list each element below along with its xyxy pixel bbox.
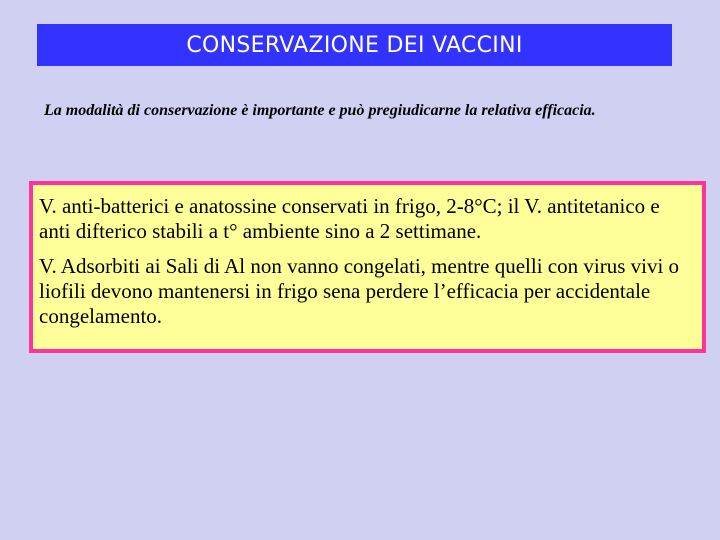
content-box bbox=[29, 181, 706, 353]
slide-title: CONSERVAZIONE DEI VACCINI bbox=[186, 32, 523, 58]
paragraph-storage-adsorbed: V. Adsorbiti ai Sali di Al non vanno congelati, mentre quelli con virus vivi o liofili devono mantenersi in frigo sena perdere l’efficacia per accidentale congelamento. bbox=[39, 254, 680, 328]
slide-subtitle: La modalità di conservazione è importante e può pregiudicarne la relativa efficacia. bbox=[44, 102, 596, 119]
title-bar bbox=[37, 24, 672, 66]
paragraph-storage-antibacterial: V. anti-batterici e anatossine conservati in frigo, 2-8°C; il V. antitetanico e anti difterico stabili a t° ambiente sino a 2 settimane. bbox=[39, 194, 660, 243]
